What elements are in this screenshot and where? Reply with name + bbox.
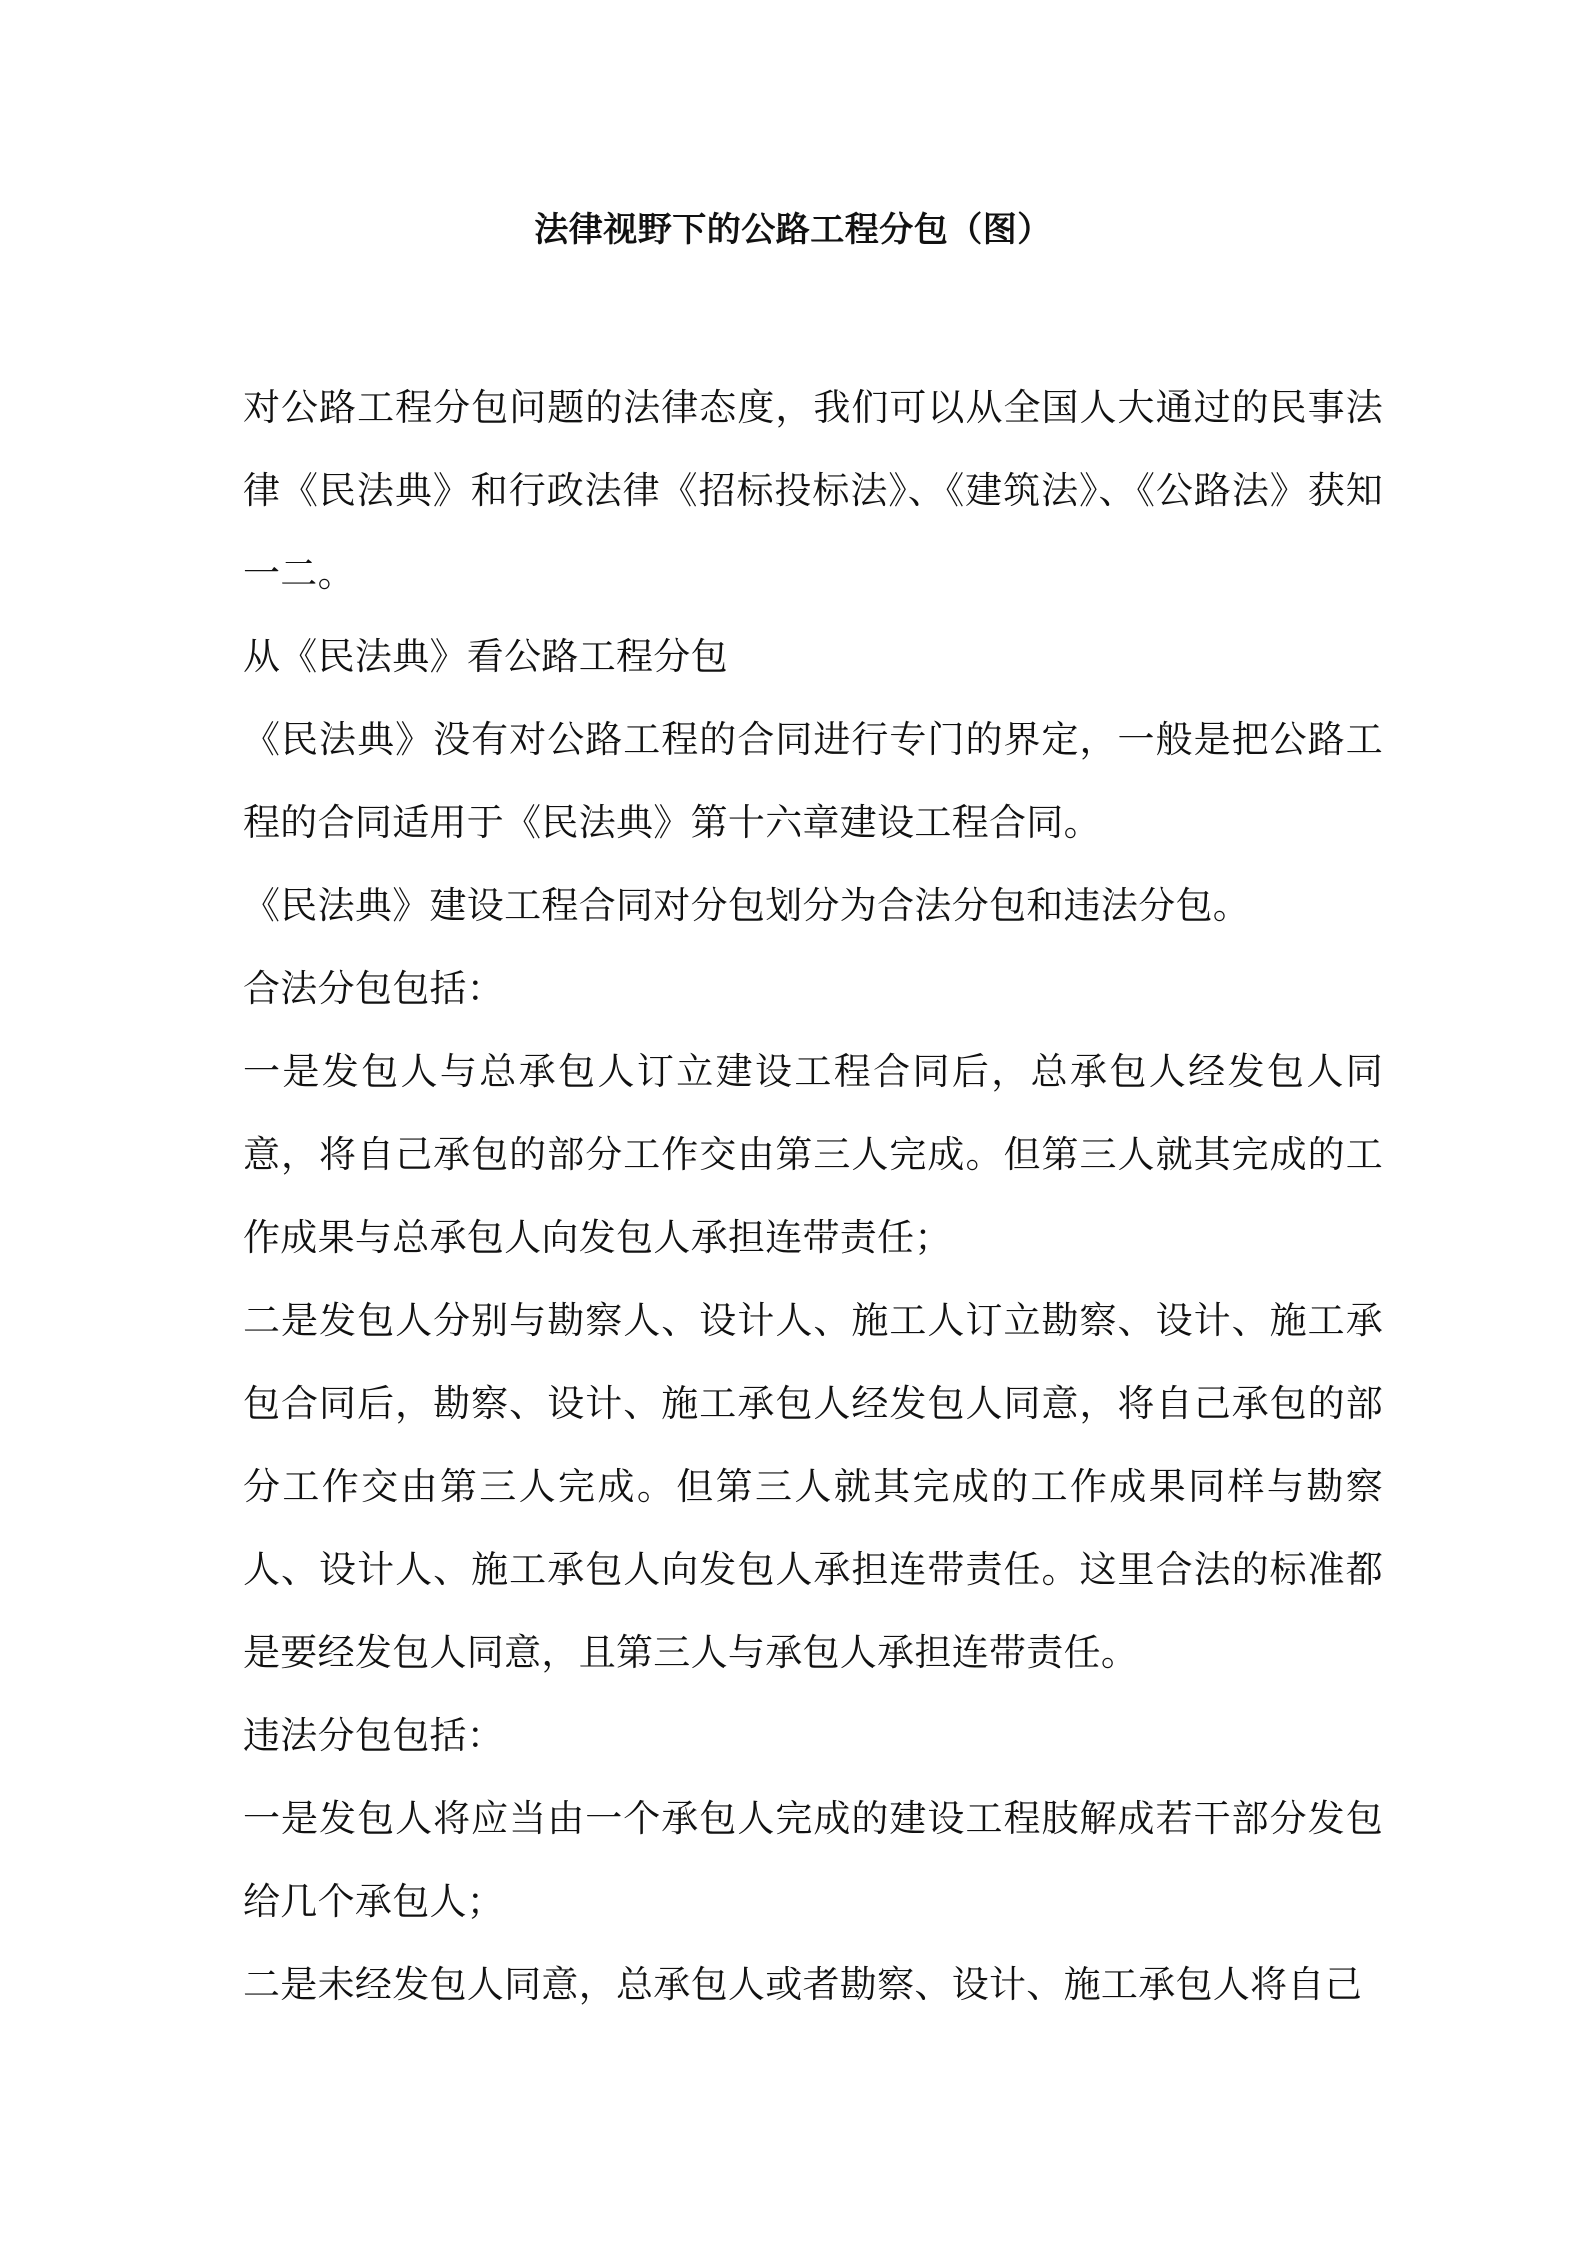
document-title: 法律视野下的公路工程分包（图）: [534, 210, 1052, 250]
paragraph: 《民法典》建设工程合同对分包划分为合法分包和违法分包。: [243, 884, 1251, 927]
document-body: [243, 366, 1383, 2026]
paragraph-intro: 对公路工程分包问题的法律态度，我们可以从全国人大通过的民事法律《民法典》和行政法律《招标投标法》、《建筑法》、《公路法》获知一二。: [243, 386, 1383, 595]
list-item: 二是发包人分别与勘察人、设计人、施工人订立勘察、设计、施工承包合同后，勘察、设计、施工承包人经发包人同意，将自己承包的部分工作交由第三人完成。但第三人就其完成的工作成果同样与勘察人、设计人、施工承包人向发包人承担连带责任。这里合法的标准都是要经发包人同意，且第三人与承包人承担连带责任。: [243, 1299, 1383, 1674]
list-item: 一是发包人与总承包人订立建设工程合同后，总承包人经发包人同意，将自己承包的部分工作交由第三人完成。但第三人就其完成的工作成果与总承包人向发包人承担连带责任；: [243, 1050, 1383, 1259]
list-heading-legal: 合法分包包括：: [243, 967, 505, 1010]
list-item: 二是未经发包人同意，总承包人或者勘察、设计、施工承包人将自己: [243, 1963, 1362, 2006]
section-heading: 从《民法典》看公路工程分包: [243, 635, 728, 678]
paragraph: 《民法典》没有对公路工程的合同进行专门的界定，一般是把公路工程的合同适用于《民法典》第十六章建设工程合同。: [243, 718, 1383, 844]
list-item: 一是发包人将应当由一个承包人完成的建设工程肢解成若干部分发包给几个承包人；: [243, 1797, 1383, 1923]
list-heading-illegal: 违法分包包括：: [243, 1714, 505, 1757]
